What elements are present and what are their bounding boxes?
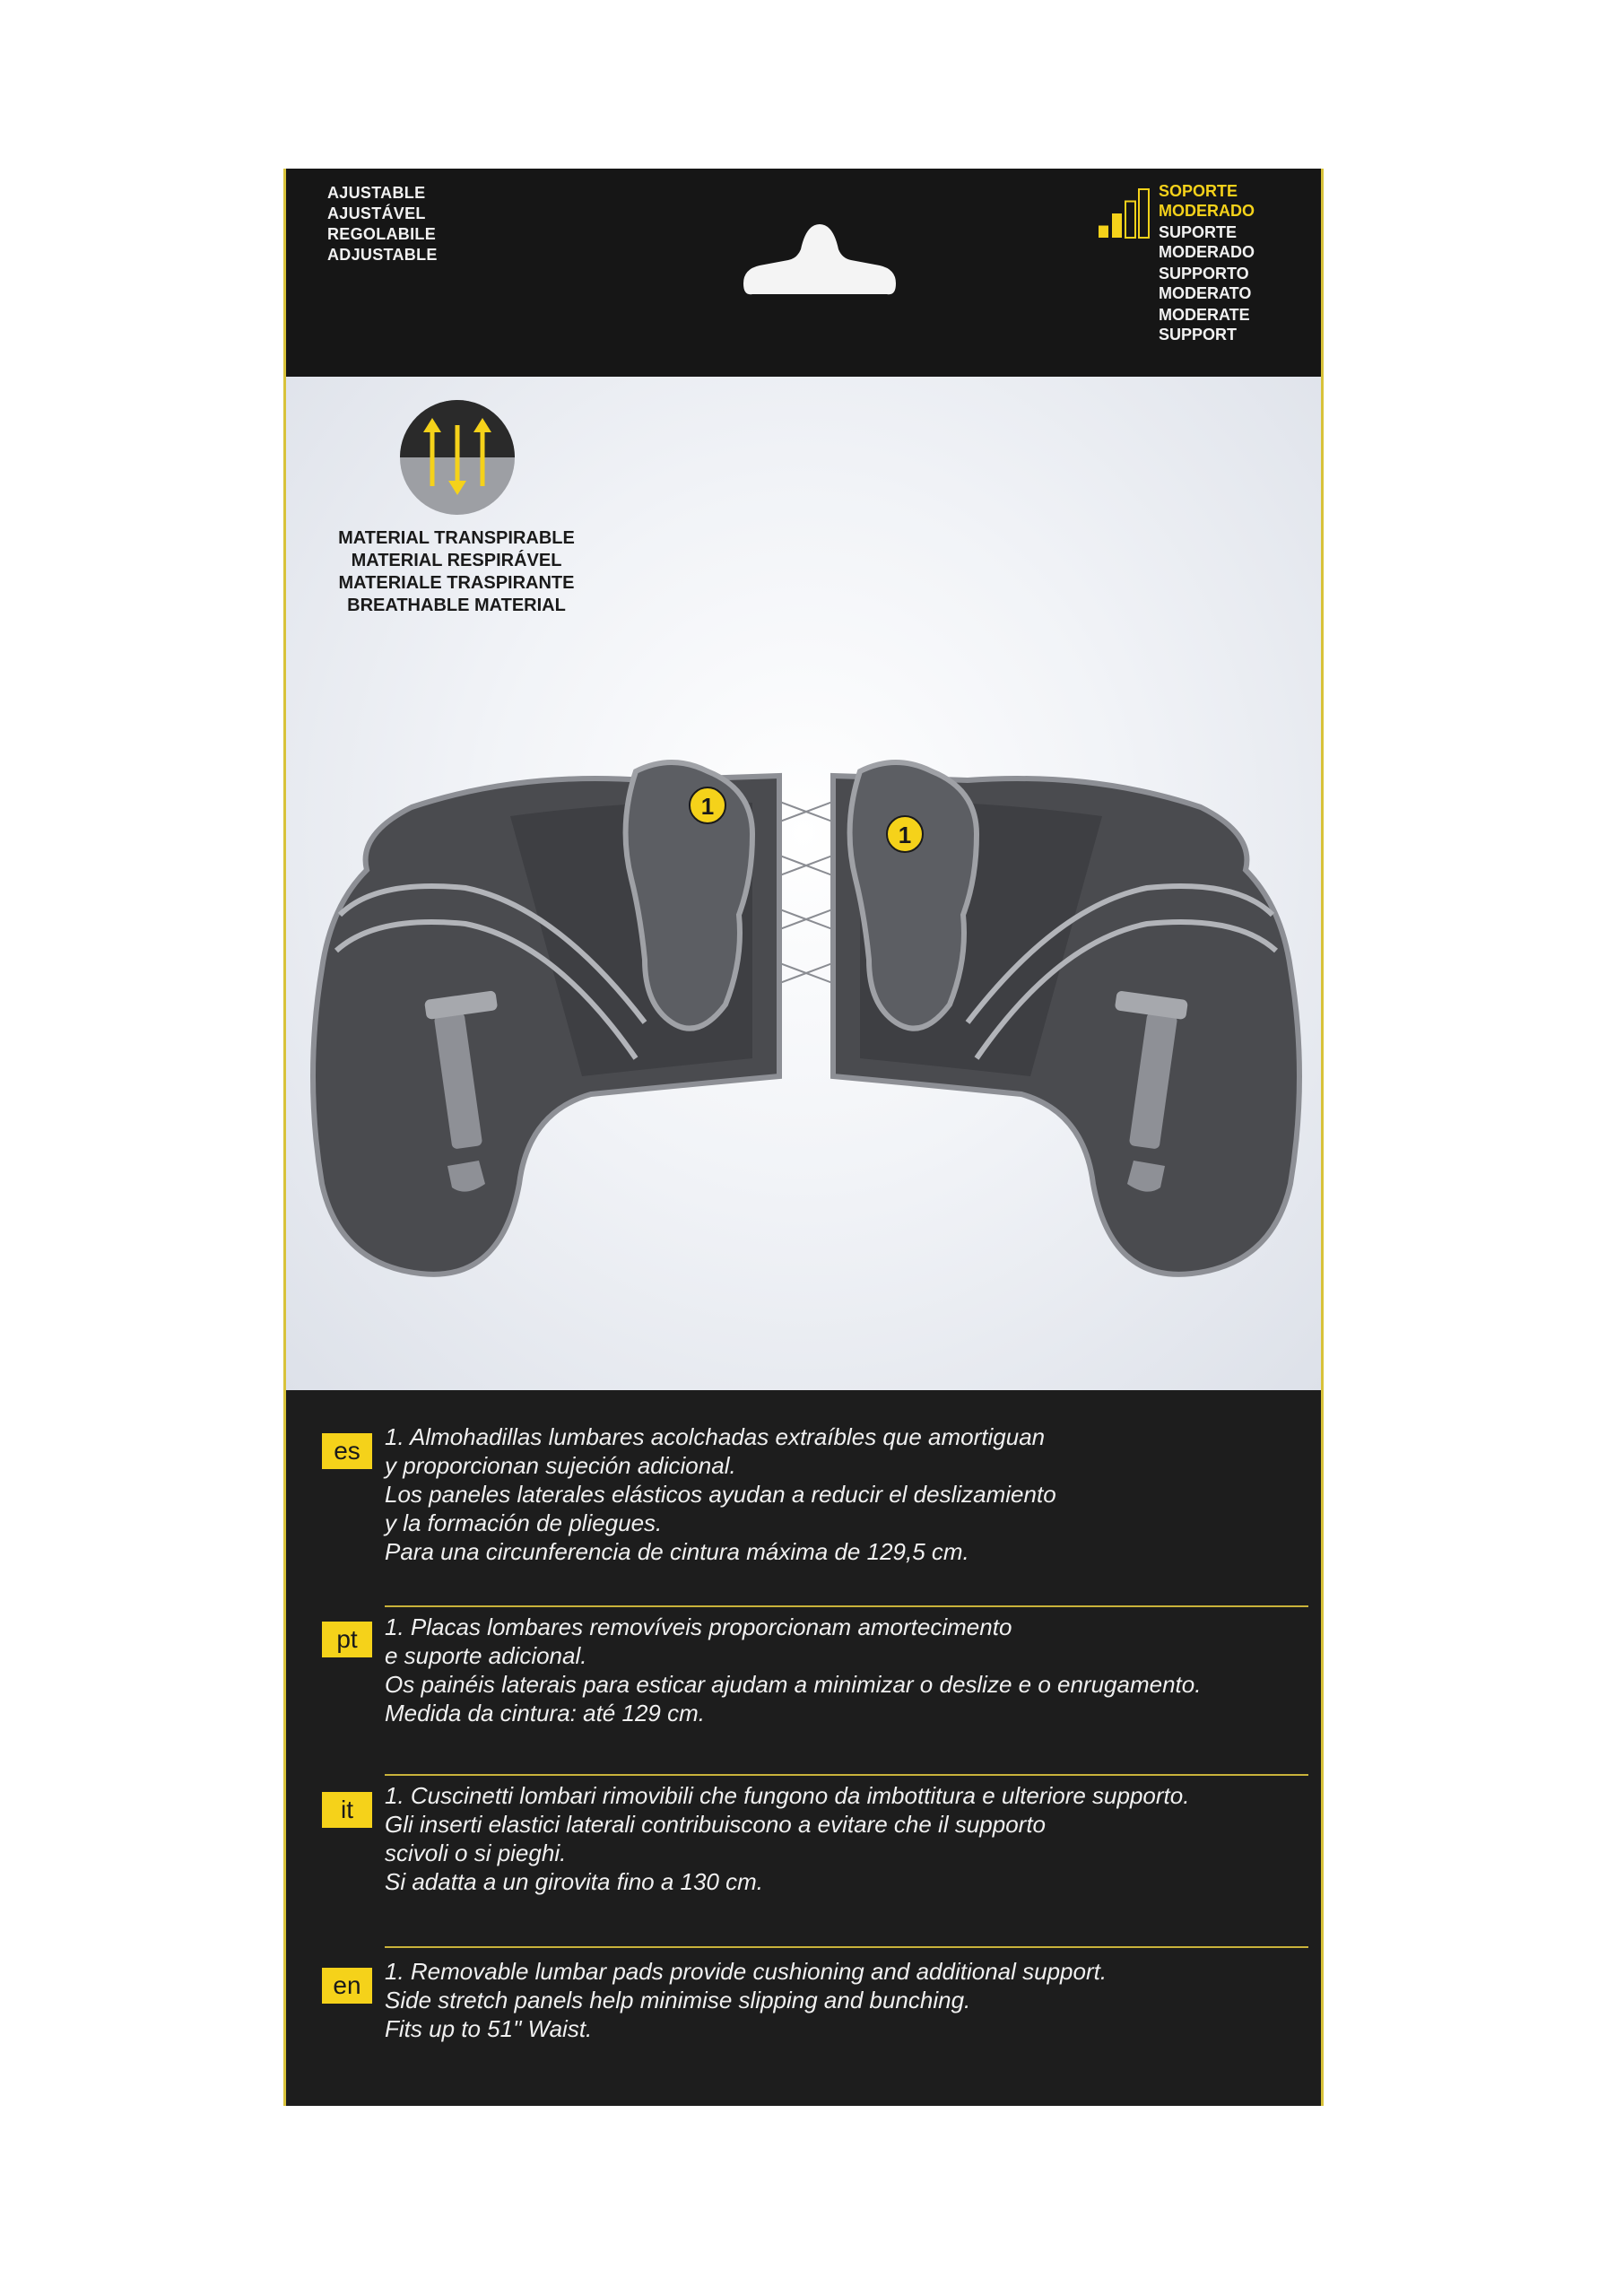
support-bar bbox=[1112, 213, 1122, 238]
adjustable-pt: AJUSTÁVEL bbox=[327, 204, 426, 222]
lang-badge-pt: pt bbox=[322, 1622, 372, 1657]
pt-line-2: e suporte adicional. bbox=[385, 1642, 587, 1669]
en-line-3: Fits up to 51" Waist. bbox=[385, 2015, 593, 2042]
support-pt: SUPORTE MODERADO bbox=[1159, 223, 1255, 261]
support-bar bbox=[1099, 226, 1108, 239]
support-bar bbox=[1139, 189, 1149, 238]
it-line-3: scivoli o si pieghi. bbox=[385, 1839, 567, 1866]
belt-left-wing bbox=[313, 762, 779, 1274]
it-line-1: 1. Cuscinetti lombari rimovibili che fungono da imbottitura e ulteriore supporto. bbox=[385, 1782, 1190, 1809]
es-line-4: y la formación de pliegues. bbox=[385, 1509, 663, 1536]
belt-right-wing bbox=[833, 762, 1299, 1274]
divider-2 bbox=[385, 1774, 1308, 1776]
support-es-text: SOPORTE MODERADO bbox=[1159, 182, 1255, 220]
lang-text-es bbox=[385, 1422, 1299, 1566]
es-line-5: Para una circunferencia de cintura máxima de 129,5 cm. bbox=[385, 1538, 969, 1565]
breathable-en: BREATHABLE MATERIAL bbox=[347, 596, 566, 615]
support-level bbox=[1098, 181, 1322, 361]
breathable-es: MATERIAL TRANSPIRABLE bbox=[338, 528, 575, 548]
support-en: MODERATE SUPPORT bbox=[1159, 306, 1250, 344]
adjustable-it: REGOLABILE bbox=[327, 225, 437, 243]
pt-line-1: 1. Placas lombares removíveis proporcionam amortecimento bbox=[385, 1613, 1012, 1640]
support-it: SUPPORTO MODERATO bbox=[1159, 265, 1252, 302]
support-level-bars-icon bbox=[1098, 188, 1151, 239]
en-line-1: 1. Removable lumbar pads provide cushioning and additional support. bbox=[385, 1958, 1108, 1985]
support-es bbox=[1159, 181, 1257, 221]
adjustable-label bbox=[327, 183, 438, 265]
support-bar bbox=[1125, 202, 1135, 239]
pt-line-4: Medida da cintura: até 129 cm. bbox=[385, 1700, 705, 1726]
lang-text-pt bbox=[385, 1613, 1299, 1727]
divider-3 bbox=[385, 1946, 1308, 1948]
lang-badge-it: it bbox=[322, 1792, 372, 1828]
package-back bbox=[283, 169, 1324, 2106]
adjustable-es: AJUSTABLE bbox=[327, 184, 426, 202]
es-line-3: Los paneles laterales elásticos ayudan a reducir el deslizamiento bbox=[385, 1481, 1056, 1508]
callout-left: 1 bbox=[700, 793, 715, 820]
lang-text-it bbox=[385, 1781, 1299, 1896]
header-strip bbox=[286, 169, 1321, 377]
it-line-4: Si adatta a un girovita fino a 130 cm. bbox=[385, 1868, 764, 1895]
hang-hole-icon bbox=[734, 213, 905, 309]
description-panel bbox=[286, 1390, 1321, 2106]
divider-1 bbox=[385, 1605, 1308, 1607]
adjustable-en: ADJUSTABLE bbox=[327, 246, 438, 264]
es-line-2: y proporcionan sujeción adicional. bbox=[385, 1452, 736, 1479]
callout-right: 1 bbox=[898, 822, 912, 848]
it-line-2: Gli inserti elastici laterali contribuiscono a evitare che il supporto bbox=[385, 1811, 1047, 1838]
breathable-pt: MATERIAL RESPIRÁVEL bbox=[351, 551, 562, 570]
support-label bbox=[1159, 181, 1257, 344]
back-support-belt-image bbox=[286, 377, 1326, 1390]
en-line-2: Side stretch panels help minimise slipping and bunching. bbox=[385, 1987, 971, 2013]
product-photo bbox=[286, 377, 1321, 1390]
pt-line-3: Os painéis laterais para esticar ajudam a minimizar o deslize e o enrugamento. bbox=[385, 1671, 1202, 1698]
es-line-1: 1. Almohadillas lumbares acolchadas extraíbles que amortiguan bbox=[385, 1423, 1046, 1450]
lang-badge-es: es bbox=[322, 1433, 372, 1469]
breathable-it: MATERIALE TRASPIRANTE bbox=[338, 573, 575, 593]
lang-badge-en: en bbox=[322, 1968, 372, 2004]
lang-text-en bbox=[385, 1957, 1299, 2043]
